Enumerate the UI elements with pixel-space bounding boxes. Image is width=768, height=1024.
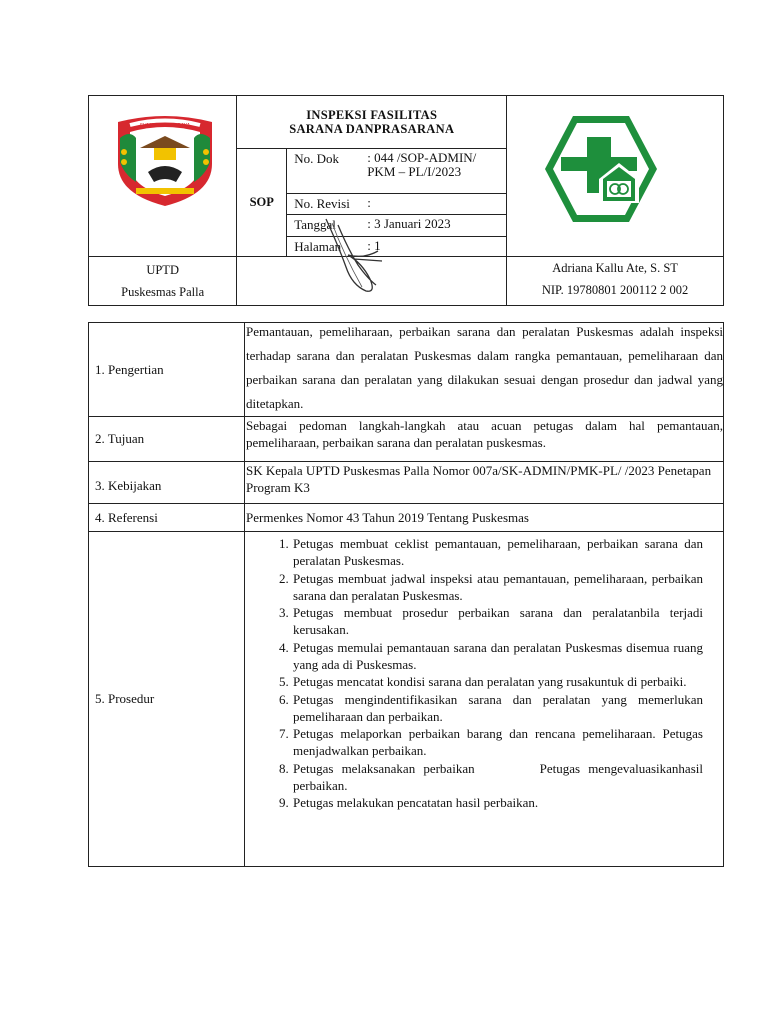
procedure-step: 6. Petugas mengindentifikasikan sarana dan peralatan yang memerlukan pemeliharaan dan perbaikan. (292, 691, 703, 725)
signature-icon (318, 215, 390, 295)
section-label: 3. Kebijakan (89, 462, 245, 504)
table-row (89, 462, 724, 504)
field-value: : 3 Januari 2023 (367, 215, 451, 231)
field-no-revisi (287, 194, 507, 214)
section-content (245, 417, 724, 462)
section-text: SK Kepala UPTD Puskesmas Palla Nomor 007a/SK-ADMIN/PMK-PL/ /2023 Penetapan Program K3 (246, 463, 712, 495)
procedure-step: 9. Petugas melakukan pencatatan hasil perbaikan. (292, 794, 703, 811)
section-content (245, 323, 724, 417)
signer-name: Adriana Kallu Ate, S. ST (552, 261, 678, 276)
table-row (89, 323, 724, 417)
sop-label: SOP (237, 148, 287, 257)
section-content (245, 504, 724, 532)
table-row (89, 504, 724, 532)
procedure-step: 8. Petugas melaksanakan perbaikan Petugas mengevaluasikanhasil perbaikan. (292, 760, 703, 794)
section-label: 1. Pengertian (89, 323, 245, 417)
field-value: : 044 /SOP-ADMIN/ PKM – PL/I/2023 (367, 149, 477, 179)
signer-cell (507, 257, 724, 306)
section-text: Pemantauan, pemeliharaan, perbaikan sarana dan peralatan Puskesmas adalah inspeksi terhadap sarana dan peralatan Puskesmas dalam rangka pemantauan, pemeliharaan dan perbaikan sarana dan peralatan yang dilakukan sesuai dengan prosedur dan jadwal yang ditetapkan. (246, 324, 723, 411)
procedure-step: 1. Petugas membuat ceklist pemantauan, pemeliharaan, perbaikan sarana dan peralatan Puskesmas. (292, 535, 703, 569)
content-table (88, 322, 724, 867)
section-content (245, 532, 724, 867)
procedure-step: 5. Petugas mencatat kondisi sarana dan peralatan yang rusakuntuk di perbaiki. (292, 673, 703, 690)
procedure-step: 7. Petugas melaporkan perbaikan barang dan rencana pemeliharaan. Petugas menjadwalkan perbaikan. (292, 725, 703, 759)
section-label: 5. Prosedur (89, 532, 245, 867)
table-row (89, 417, 724, 462)
field-value: : 1 (367, 237, 381, 253)
field-no-dok (287, 148, 507, 194)
procedure-step: 3. Petugas membuat prosedur perbaikan sarana dan peralatanbila terjadi kerusakan. (292, 604, 703, 638)
unit-line2: Puskesmas Palla (121, 285, 205, 300)
section-label: 2. Tujuan (89, 417, 245, 462)
signer-nip: NIP. 19780801 200112 2 002 (541, 283, 689, 298)
field-key: No. Revisi (294, 196, 350, 212)
doc-title-line1: INSPEKSI FASILITAS (306, 107, 438, 122)
field-key: Halaman (294, 238, 342, 254)
puskesmas-logo-icon (541, 113, 661, 225)
unit-cell (89, 257, 237, 306)
field-key: No. Dok (294, 150, 339, 166)
regency-crest-icon (110, 112, 220, 208)
section-label: 4. Referensi (89, 504, 245, 532)
section-text: Permenkes Nomor 43 Tahun 2019 Tentang Puskesmas (246, 510, 529, 525)
crest-banner-text: SUMBA BARAT DAYA (139, 123, 191, 129)
field-value: : (367, 195, 371, 211)
table-row (89, 532, 724, 867)
doc-title-line2: SARANA DANPRASARANA (289, 121, 455, 136)
section-content (245, 462, 724, 504)
unit-line1: UPTD (146, 263, 179, 278)
field-key: Tanggal (294, 216, 336, 232)
procedure-step: 2. Petugas membuat jadwal inspeksi atau pemantauan, pemeliharaan, perbaikan sarana dan peralatan Puskesmas. (292, 570, 703, 604)
section-text: Sebagai pedoman langkah-langkah atau acuan petugas dalam hal pemantauan, pemeliharaan, perbaikan sarana dan peralatan puskesmas. (246, 418, 723, 450)
procedure-step: 4. Petugas memulai pemantauan sarana dan peralatan Puskesmas disemua ruang yang ada di Puskesmas. (292, 639, 703, 673)
procedure-list (246, 535, 707, 811)
title-cell (237, 96, 507, 149)
